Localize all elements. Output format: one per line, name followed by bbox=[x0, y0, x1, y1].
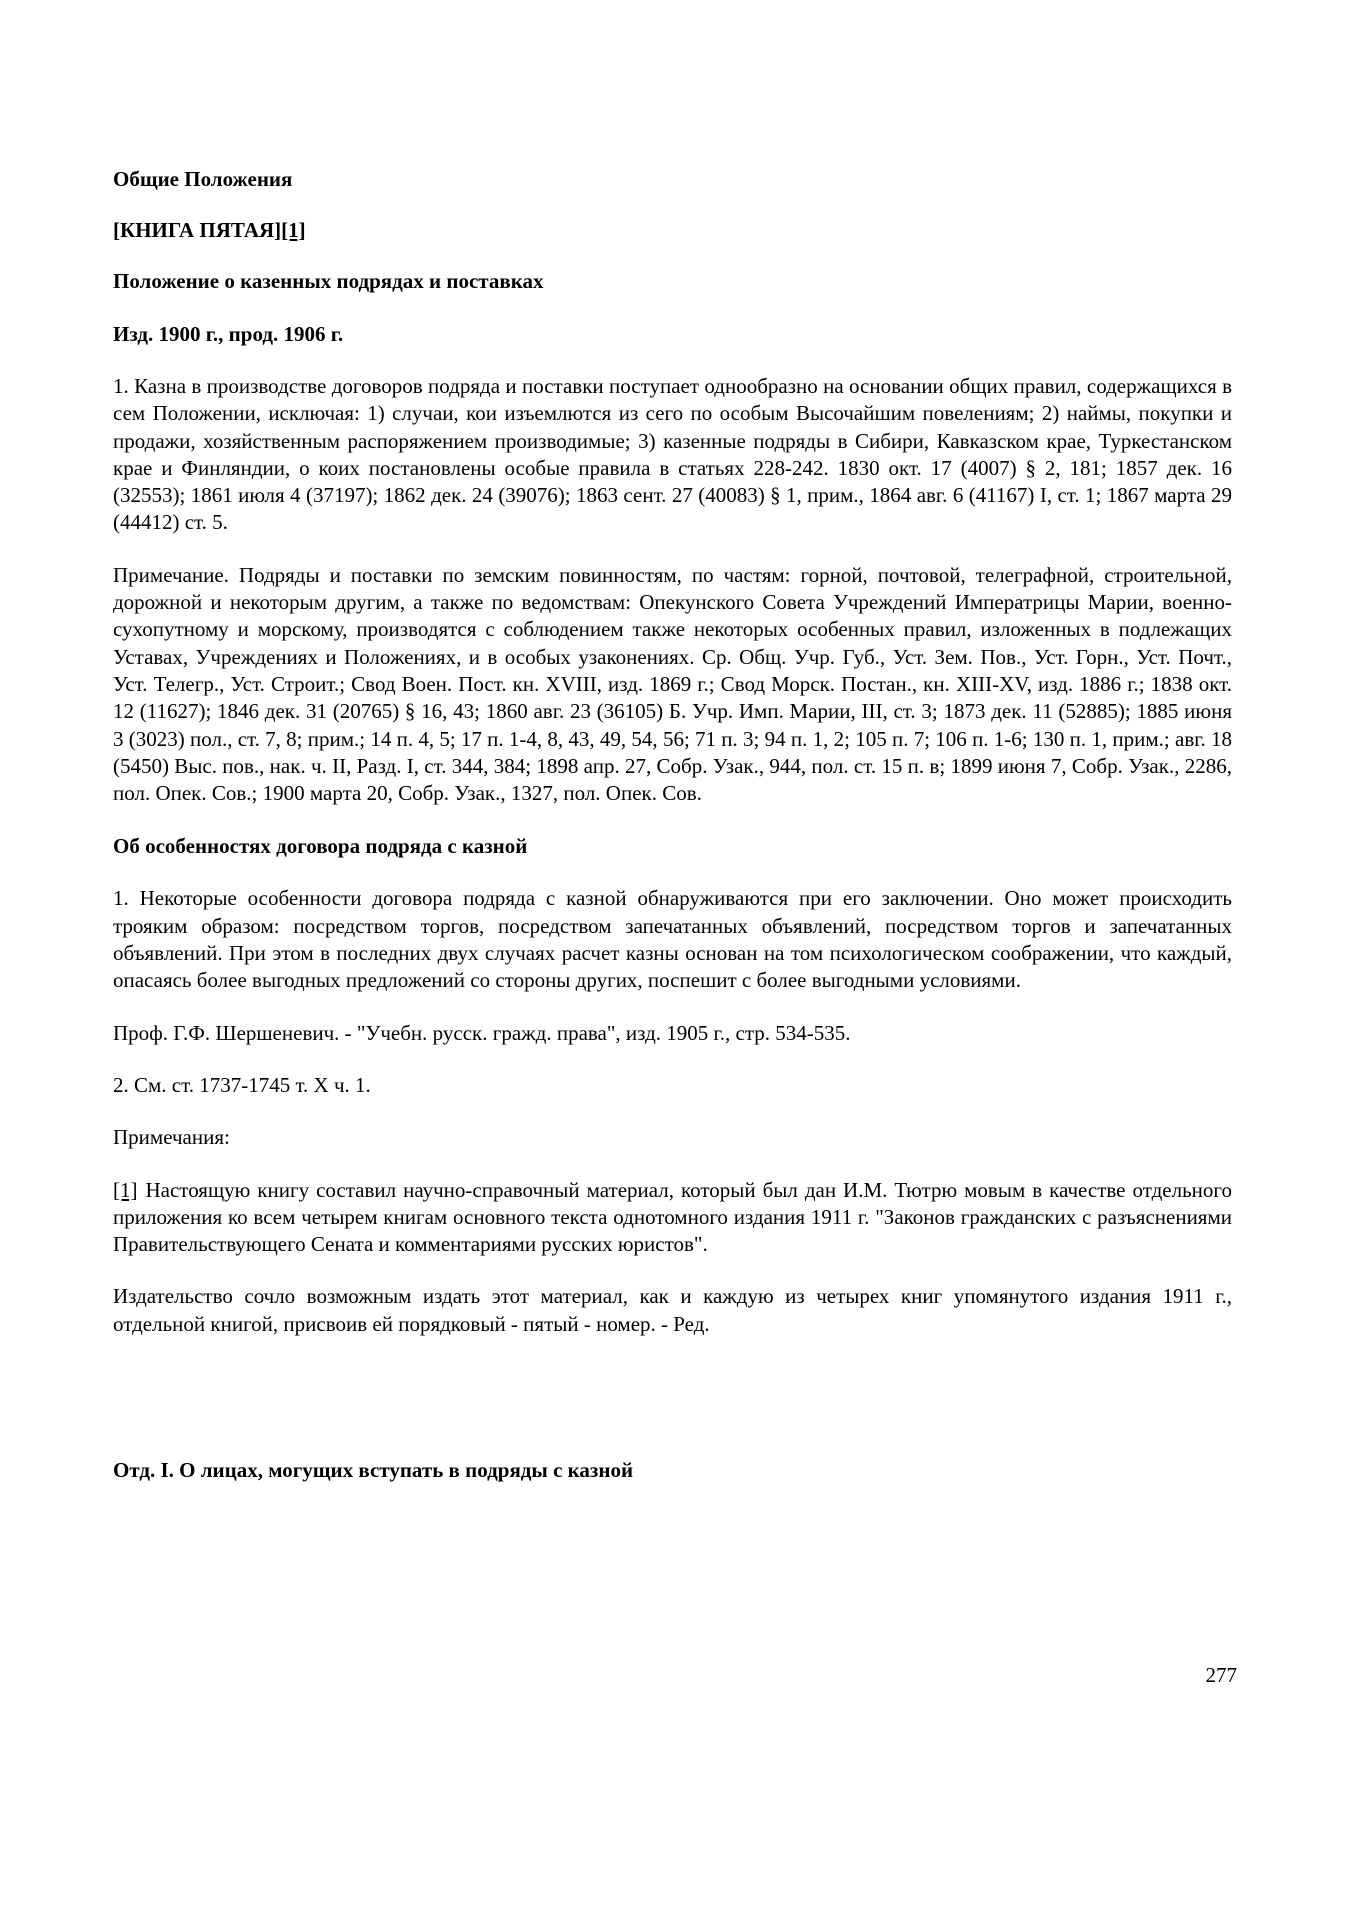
heading-book-text: [КНИГА ПЯТАЯ] bbox=[113, 218, 282, 242]
heading-general-provisions: Общие Положения bbox=[113, 167, 293, 191]
heading-regulation-title: Положение о казенных подрядах и поставках bbox=[113, 269, 544, 293]
features-paragraph: 1. Некоторые особенности договора подряда с казной обнаруживаются при его заключении. Оно может происходить трояким образом: посредством торгов, посредством запечатанных объявлений, посредством торгов и запечатанных объявлений. При этом в последних двух случаях расчет казны основан на том психологическом соображении, что каждый, опасаясь более выгодных предложений со стороны других, поспешит с более выгодными условиями. bbox=[113, 886, 1232, 993]
footnote-mark[interactable]: [1] bbox=[113, 1177, 138, 1202]
page-number: 277 bbox=[1205, 1663, 1237, 1687]
heading-section-one: Отд. I. О лицах, могущих вступать в подряды с казной bbox=[113, 1458, 634, 1483]
footnote-link-1[interactable]: [1] bbox=[281, 218, 306, 242]
page-content bbox=[113, 166, 1232, 1483]
heading-book-five bbox=[113, 217, 1232, 243]
publisher-note: Издательство сочло возможным издать этот материал, как и каждую из четырех книг упомянутого издания 1911 г., отдельной книгой, присвоив ей порядковый - пятый - номер. - Ред. bbox=[113, 1284, 1232, 1336]
footnote-text: Настоящую книгу составил научно-справочный материал, который был дан И.М. Тютрю мовым в качестве отдельного приложения ко всем четырем книгам основного текста однотомного издания 1911 г. "Законов гражданских с разъяснениями Правительствующего Сената и комментариями русских юристов". bbox=[113, 1177, 1232, 1257]
see-reference: 2. См. ст. 1737-1745 т. X ч. 1. bbox=[113, 1072, 371, 1097]
heading-edition: Изд. 1900 г., прод. 1906 г. bbox=[113, 322, 344, 346]
professor-reference: Проф. Г.Ф. Шершеневич. - "Учебн. русск. гражд. права", изд. 1905 г., стр. 534-535. bbox=[113, 1020, 851, 1045]
note-paragraph: Примечание. Подряды и поставки по земским повинностям, по частям: горной, почтовой, телеграфной, строительной, дорожной и некоторым другим, а также по ведомствам: Опекунского Совета Учреждений Императрицы Марии, военно-сухопутному и морскому, производятся с соблюдением также некоторых особенных правил, изложенных в подлежащих Уставах, Учреждениях и Положениях, и в особых узаконениях. Ср. Общ. Учр. Губ., Уст. Зем. Пов., Уст. Горн., Уст. Почт., Уст. Телегр., Уст. Строит.; Свод Воен. Пост. кн. XVIII, изд. 1869 г.; Свод Морск. Постан., кн. XIII-XV, изд. 1886 г.; 1838 окт. 12 (11627); 1846 дек. 31 (20765) § 16, 43; 1860 авг. 23 (36105) Б. Учр. Имп. Марии, III, ст. 3; 1873 дек. 11 (52885); 1885 июня 3 (3023) пол., ст. 7, 8; прим.; 14 п. 4, 5; 17 п. 1-4, 8, 43, 49, 54, 56; 71 п. 3; 94 п. 1, 2; 105 п. 7; 106 п. 1-6; 130 п. 1, прим.; авг. 18 (5450) Выс. пов., нак. ч. II, Разд. I, ст. 344, 384; 1898 апр. 27, Собр. Узак., 944, пол. ст. 15 п. в; 1899 июня 7, Собр. Узак., 2286, пол. Опек. Сов.; 1900 марта 20, Собр. Узак., 1327, пол. Опек. Сов. bbox=[113, 562, 1232, 806]
heading-contract-features: Об особенностях договора подряда с казной bbox=[113, 834, 528, 859]
footnote-paragraph bbox=[113, 1177, 1232, 1259]
article-1-paragraph: 1. Казна в производстве договоров подряда и поставки поступает однообразно на основании общих правил, содержащихся в сем Положении, исключая: 1) случаи, кои изъемлются из сего по особым Высочайшим повелениям; 2) наймы, покупки и продажи, хозяйственным распоряжением производимые; 3) казенные подряды в Сибири, Кавказском крае, Туркестанском крае и Финляндии, о коих постановлены особые правила в статьях 228-242. 1830 окт. 17 (4007) § 2, 181; 1857 дек. 16 (32553); 1861 июля 4 (37197); 1862 дек. 24 (39076); 1863 сент. 27 (40083) § 1, прим., 1864 авг. 6 (41167) I, ст. 1; 1867 марта 29 (44412) ст. 5. bbox=[113, 374, 1232, 535]
notes-label: Примечания: bbox=[113, 1125, 230, 1150]
